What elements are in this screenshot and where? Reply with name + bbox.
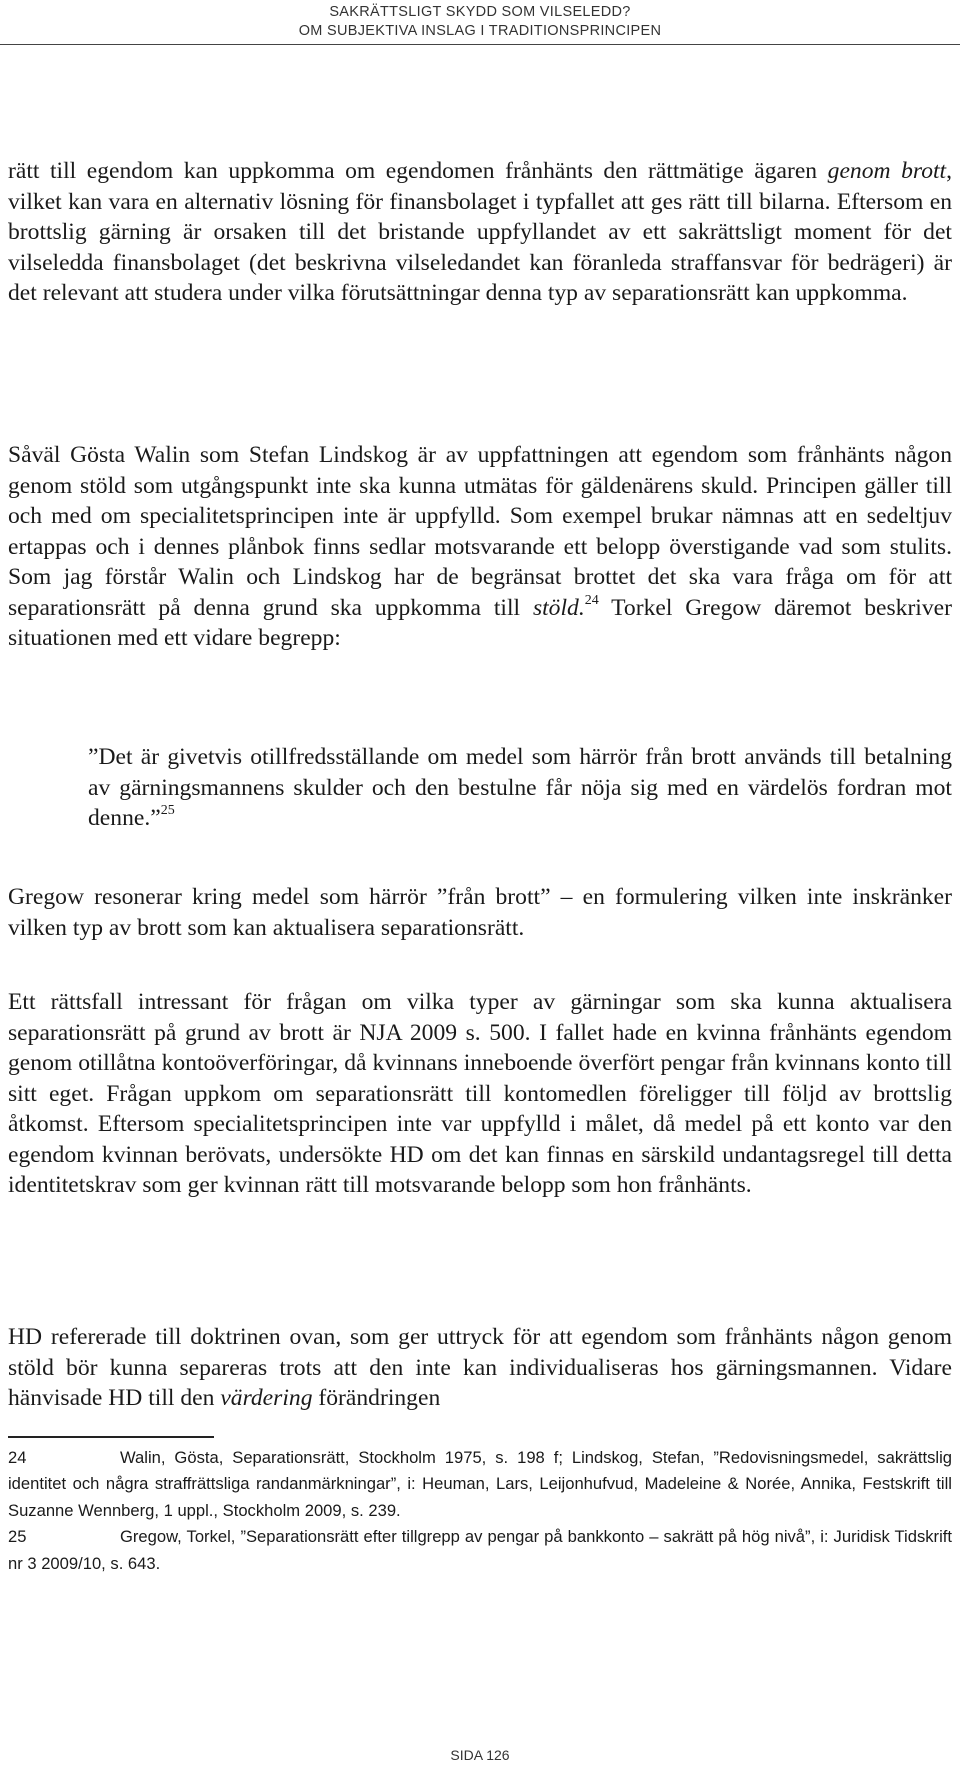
footnote-ref-24[interactable]: 24 <box>584 592 599 608</box>
paragraph-1 <box>8 156 952 309</box>
footnote-text: Gregow, Torkel, ”Separationsrätt efter tillgrepp av pengar på bankkonto – sakrätt på hög nivå”, i: Juridisk Tidskrift nr 3 2009/10, s. 643. <box>8 1527 952 1573</box>
footnote-24 <box>8 1445 952 1524</box>
paragraph-1-text-b: , vilket kan vara en alternativ lösning för finansbolaget i typfallet att ges rätt till bilarna. Eftersom en brottslig gärning är orsaken till det bristande uppfyllandet av ett sakrättsligt moment för det vilseledda finansbolaget (det beskrivna vilseledandet kan föranleda straffansvar för bedrägeri) är det relevant att studera under vilka förutsättningar denna typ av separationsrätt kan uppkomma. <box>8 158 953 306</box>
paragraph-5-emphasis: värdering <box>220 1385 313 1411</box>
paragraph-5-text-a: HD refererade till doktrinen ovan, som ger uttryck för att egendom som frånhänts någon genom stöld bör kunna separeras trots att den inte kan individualiseras hos gärningsmannen. Vidare hänvisade HD till den <box>8 1324 952 1411</box>
footnote-rule <box>8 1436 214 1438</box>
running-header-title: SAKRÄTTSLIGT SKYDD SOM VILSELEDD? <box>329 4 631 20</box>
block-quote <box>88 742 952 834</box>
paragraph-1-emphasis: genom brott <box>827 158 947 184</box>
footnote-ref-25[interactable]: 25 <box>160 803 175 819</box>
running-header-subtitle: OM SUBJEKTIVA INSLAG I TRADITIONSPRINCIPEN <box>298 23 662 39</box>
block-quote-text: ”Det är givetvis otillfredsställande om medel som härrör från brott används till betalning av gärningsmannens skulder och den bestulne får nöja sig med en värdelös fordran mot denne.” <box>88 744 952 831</box>
paragraph-4 <box>8 987 952 1201</box>
paragraph-3-text: Gregow resonerar kring medel som härrör ”från brott” – en formulering vilken inte inskränker vilken typ av brott som kan aktualisera separationsrätt. <box>8 884 952 941</box>
paragraph-5 <box>8 1322 952 1414</box>
page-number: SIDA 126 <box>450 1747 510 1763</box>
paragraph-2 <box>8 440 952 654</box>
paragraph-4-text: Ett rättsfall intressant för frågan om vilka typer av gärningar som ska kunna aktualisera separationsrätt på grund av brott är NJA 2009 s. 500. I fallet hade en kvinna frånhänts egendom genom otillåtna kontoöverföringar, då kvinnans inneboende överfört pengar från kvinnans konto till sitt eget. Frågan uppkom om separationsrätt till kontomedlen föreligger till följd av brottslig åtkomst. Eftersom specialitetsprincipen inte var uppfylld i målet, då medel på ett konto var den egendom kvinnan berövats, undersökte HD om det kan finnas en särskild undantagsregel till detta identitetskrav som ger kvinnan rätt till motsvarande belopp som hon frånhänts. <box>8 989 952 1198</box>
running-header <box>0 3 960 41</box>
footnote-text: Walin, Gösta, Separationsrätt, Stockholm 1975, s. 198 f; Lindskog, Stefan, ”Redovisningsmedel, sakrättslig identitet och några straffrättsliga randanmärkningar”, i: Heuman, Lars, Leijonhufvud, Madeleine & Norée, Annika, Festskrift till Suzanne Wennberg, 1 uppl., Stockholm 2009, s. 239. <box>8 1448 952 1520</box>
footnote-number: 24 <box>8 1448 27 1467</box>
footnote-number: 25 <box>8 1527 27 1547</box>
paragraph-2-text-b: Torkel Gregow däremot beskriver situationen med ett vidare begrepp: <box>8 594 952 651</box>
paragraph-3 <box>8 882 952 943</box>
footnote-25 <box>8 1524 952 1577</box>
paragraph-5-text-b: förändringen <box>312 1385 441 1411</box>
paragraph-1-text-a: rätt till egendom kan uppkomma om egendomen frånhänts den rättmätige ägaren <box>8 158 828 184</box>
header-rule <box>0 44 960 45</box>
paragraph-2-text-a: Såväl Gösta Walin som Stefan Lindskog är av uppfattningen att egendom som frånhänts någon genom stöld som utgångspunkt inte ska kunna utmätas för gäldenärens skuld. Principen gäller till och med om specialitetsprincipen inte är uppfylld. Som exempel brukar nämnas att en sedeltjuv ertappas och i dennes plånbok finns sedlar motsvarande ett belopp överstigande vad som stulits. Som jag förstår Walin och Lindskog har de begränsat brottet det ska vara fråga om för att separationsrätt på denna grund ska uppkomma till <box>8 442 952 621</box>
paragraph-2-emphasis: stöld. <box>532 594 585 621</box>
footnotes <box>8 1445 952 1577</box>
